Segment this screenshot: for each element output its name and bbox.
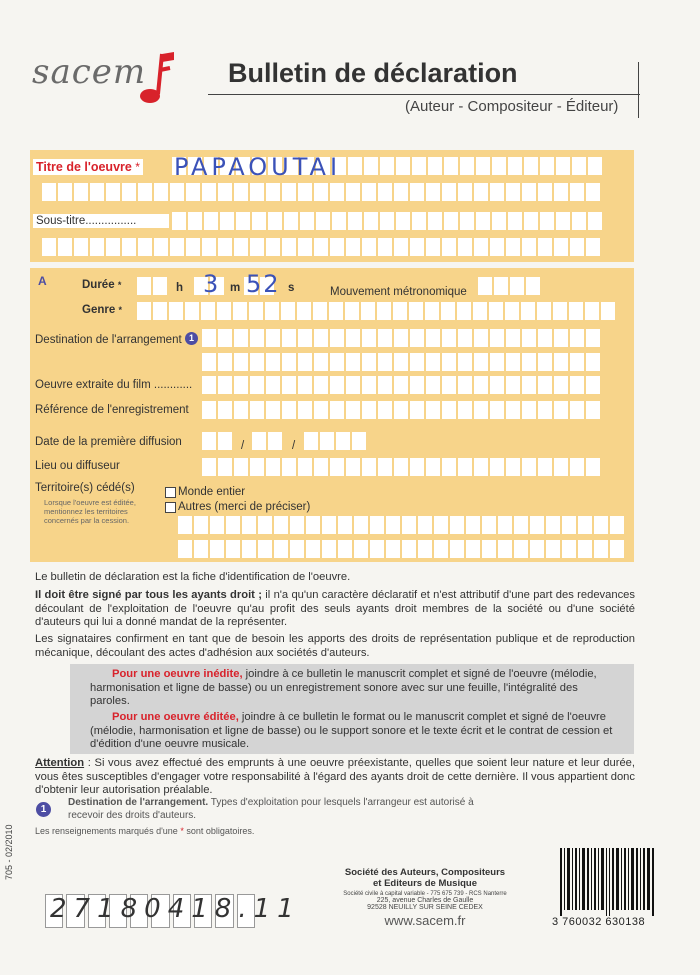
titre-label: Titre de l'oeuvre * [33, 159, 143, 175]
org-legal: Société civile à capital variable - 775 675 739 - RCS Nanterre [343, 891, 507, 897]
enregistrement-boxes[interactable] [202, 401, 600, 419]
soustitre-row-1[interactable] [172, 212, 602, 230]
date-label: Date de la première diffusion [35, 436, 182, 448]
monde-label: Monde entier [178, 486, 246, 498]
attention-paragraph: Attention : Si vous avez effectué des emprunts à une oeuvre préexistante, quelles que soient leur nature et leur durée, vous êtes susceptibles d'engager votre responsabilité à l'égard des ayants droit de cette dernière. Il vous appartient donc d'obtenir leur autorisation préalable. [35, 757, 635, 796]
autres-checkbox[interactable] [165, 502, 176, 513]
duree-label: Durée * [82, 279, 122, 291]
form-code: 705 - 02/2010 [4, 824, 14, 880]
territoire-row-2[interactable] [178, 540, 624, 558]
genre-boxes[interactable] [137, 302, 615, 320]
date-month-boxes[interactable] [252, 432, 282, 450]
monde-checkbox[interactable] [165, 487, 176, 498]
org-city: 92528 NEUILLY SUR SEINE CEDEX [367, 904, 483, 911]
title-vertical-rule [638, 62, 639, 118]
genre-label: Genre * [82, 304, 122, 316]
editee-instructions: Pour une oeuvre éditée, joindre à ce bulletin le format ou le manuscrit complet et signé de l'oeuvre (mélodie, harmonisation et ligne de basse) ou le support sonore et le texte écrit et le contrat de cession et d'édition d'une oeuvre musicale. [90, 711, 613, 750]
note-1-footnote-icon: 1 [36, 802, 51, 817]
date-slash-1: / [241, 440, 245, 452]
titre-row-2[interactable] [42, 183, 600, 201]
titre-value: PAPAOUTAI [174, 153, 342, 181]
intro-paragraph: Le bulletin de déclaration est la fiche d'identification de l'oeuvre. [35, 571, 351, 583]
enregistrement-label: Référence de l'enregistrement [35, 404, 189, 416]
lieu-label: Lieu ou diffuseur [35, 460, 120, 472]
seconds-unit: s [288, 282, 295, 294]
barcode-number: 3 760032 630138 [552, 916, 646, 928]
mouvement-label: Mouvement métronomique [330, 286, 467, 298]
territoire-note: Lorsque l'oeuvre est éditée, mentionnez les territoires concernés par la cession. [44, 498, 136, 525]
org-block [330, 867, 520, 928]
date-slash-2: / [292, 440, 296, 452]
mouvement-boxes[interactable] [478, 277, 540, 295]
mandatory-note: Les renseignements marqués d'une * sont obligatoires. [35, 826, 255, 836]
footnote-text: Destination de l'arrangement. Types d'exploitation pour lesquels l'arrangeur est autorisé à recevoir des droits d'auteurs. [68, 797, 474, 821]
sacem-logo: sacem [32, 52, 147, 92]
soustitre-row-2[interactable] [42, 238, 600, 256]
org-name-1: Société des Auteurs, Compositeurs [344, 867, 506, 878]
title-rule [208, 94, 640, 95]
lieu-boxes[interactable] [202, 458, 600, 476]
music-note-logo-icon [132, 50, 176, 114]
duree-hours-boxes[interactable] [137, 277, 167, 295]
film-boxes[interactable] [202, 376, 600, 394]
date-year-boxes[interactable] [304, 432, 366, 450]
seconds-value: 52 [246, 270, 281, 298]
date-day-boxes[interactable] [202, 432, 232, 450]
minutes-value: 3 [203, 270, 219, 298]
page-subtitle: (Auteur - Compositeur - Éditeur) [405, 98, 619, 115]
serial-number: 27180418.11 [50, 894, 301, 924]
page-title: Bulletin de déclaration [228, 58, 518, 88]
minutes-unit: m [230, 282, 241, 294]
website-link[interactable]: www.sacem.fr [384, 913, 466, 928]
destination-row-2[interactable] [202, 353, 600, 371]
film-label: Oeuvre extraite du film ............ [35, 379, 193, 391]
destination-row-1[interactable] [202, 329, 600, 347]
territoire-label: Territoire(s) cédé(s) [35, 482, 135, 494]
note-1-icon: 1 [185, 332, 198, 345]
org-name-2: et Editeurs de Musique [373, 878, 477, 889]
barcode-icon [558, 848, 658, 918]
org-street: 225, avenue Charles de Gaulle [376, 897, 474, 904]
hours-unit: h [176, 282, 184, 294]
section-a-letter: A [38, 274, 47, 288]
inedite-instructions: Pour une oeuvre inédite, joindre à ce bulletin le manuscrit complet et signé de l'oeuvre (mélodie, harmonisation et ligne de basse) ou un enregistrement sonore avec sur une feuille, l'intégralité des paroles. [90, 668, 597, 707]
destination-label: Destination de l'arrangement [35, 334, 182, 346]
signature-paragraph: Il doit être signé par tous les ayants droit ; il n'a qu'un caractère déclaratif et n'est attributif d'une part des redevances découlant de l'exploitation de l'oeuvre qu'au profit des seuls ayants droit membres de la société ou d'une société d'auteurs qui lui a donné mandat de la représenter. [35, 589, 635, 628]
territoire-row-1[interactable] [178, 516, 624, 534]
soustitre-label: Sous-titre................ [33, 214, 169, 228]
rights-paragraph: Les signataires confirment en tant que de besoin les apports des droits de représentation publique et de reproduction mécanique, découlant des actes d'adhésion aux sociétés d'auteurs. [35, 633, 635, 659]
autres-label: Autres (merci de préciser) [178, 501, 311, 513]
